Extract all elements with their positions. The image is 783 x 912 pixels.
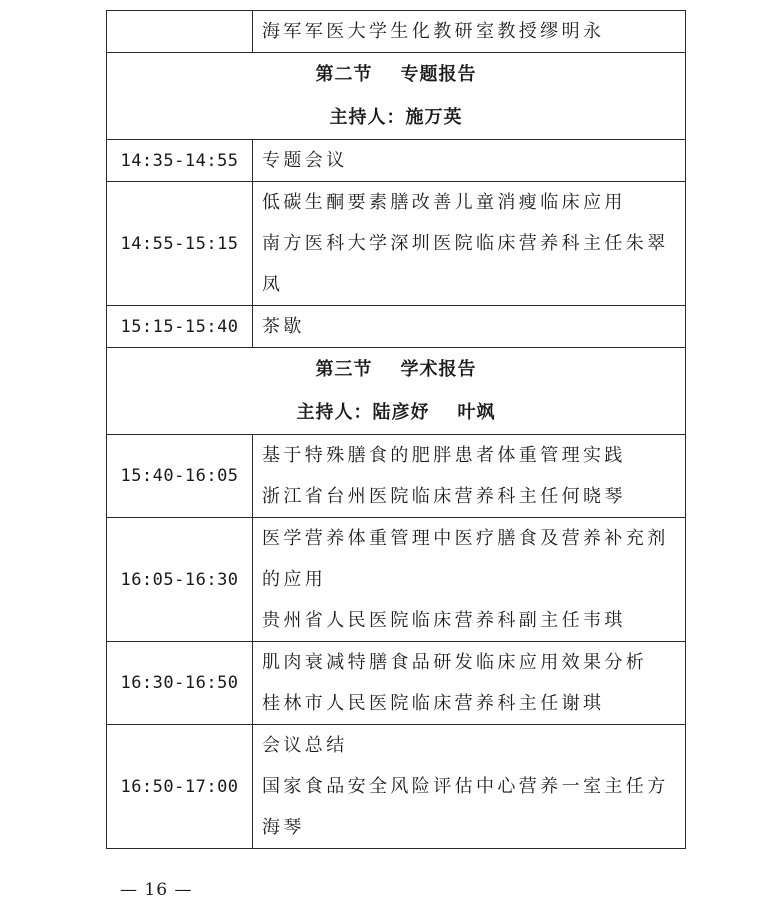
agenda-row: [107, 435, 686, 518]
agenda-content: [253, 140, 686, 182]
section-topic: 专题报告: [400, 64, 477, 85]
agenda-line: 海琴: [262, 817, 305, 838]
time-slot: 14:35-14:55: [107, 140, 253, 182]
section-title-line: [107, 348, 685, 391]
host-label: 主持人：: [296, 402, 373, 423]
agenda-line: 会议总结: [262, 735, 348, 756]
section-title-line: [107, 53, 685, 96]
agenda-line: 专题会议: [262, 150, 348, 171]
agenda-content: [253, 435, 686, 518]
section-header: [107, 348, 686, 435]
agenda-line: 海军军医大学生化教研室教授缪明永: [262, 21, 605, 42]
agenda-line: 茶歇: [262, 316, 305, 337]
time-slot: [107, 11, 253, 53]
agenda-row: [107, 306, 686, 348]
section-header: [107, 53, 686, 140]
agenda-line: 凤: [262, 274, 284, 295]
agenda-line: 南方医科大学深圳医院临床营养科主任朱翠: [262, 233, 669, 254]
agenda-content: [253, 725, 686, 849]
agenda-content: [253, 306, 686, 348]
agenda-line: 桂林市人民医院临床营养科主任谢琪: [262, 693, 605, 714]
agenda-row: [107, 11, 686, 53]
agenda-line: 的应用: [262, 569, 327, 590]
section-topic: 学术报告: [400, 359, 477, 380]
agenda-row: [107, 182, 686, 306]
agenda-line: 低碳生酮要素膳改善儿童消瘦临床应用: [262, 192, 626, 213]
page-number: — 16 —: [120, 880, 193, 900]
agenda-line: 医学营养体重管理中医疗膳食及营养补充剂: [262, 528, 669, 549]
host-name: 叶飒: [457, 402, 496, 423]
agenda-line: 基于特殊膳食的肥胖患者体重管理实践: [262, 445, 626, 466]
time-slot: 15:40-16:05: [107, 435, 253, 518]
time-slot: 16:30-16:50: [107, 642, 253, 725]
schedule-body: [107, 11, 686, 849]
agenda-content: [253, 11, 686, 53]
section-header-row: [107, 348, 686, 435]
section-title: 第三节: [315, 359, 373, 380]
section-header-row: [107, 53, 686, 140]
agenda-row: [107, 518, 686, 642]
host-name: 施万英: [405, 107, 463, 128]
agenda-content: [253, 518, 686, 642]
agenda-line: 肌肉衰减特膳食品研发临床应用效果分析: [262, 652, 648, 673]
agenda-row: [107, 140, 686, 182]
agenda-row: [107, 725, 686, 849]
host-name: 陆彦妤: [372, 402, 430, 423]
agenda-content: [253, 642, 686, 725]
host-label: 主持人：: [329, 107, 406, 128]
time-slot: 14:55-15:15: [107, 182, 253, 306]
agenda-line: 浙江省台州医院临床营养科主任何晓琴: [262, 486, 626, 507]
section-title: 第二节: [315, 64, 373, 85]
section-host-line: [107, 96, 685, 139]
agenda-line: 贵州省人民医院临床营养科副主任韦琪: [262, 610, 626, 631]
section-host-line: [107, 391, 685, 434]
time-slot: 16:05-16:30: [107, 518, 253, 642]
agenda-content: [253, 182, 686, 306]
time-slot: 16:50-17:00: [107, 725, 253, 849]
agenda-row: [107, 642, 686, 725]
time-slot: 15:15-15:40: [107, 306, 253, 348]
agenda-line: 国家食品安全风险评估中心营养一室主任方: [262, 776, 669, 797]
schedule-table: [106, 10, 686, 849]
